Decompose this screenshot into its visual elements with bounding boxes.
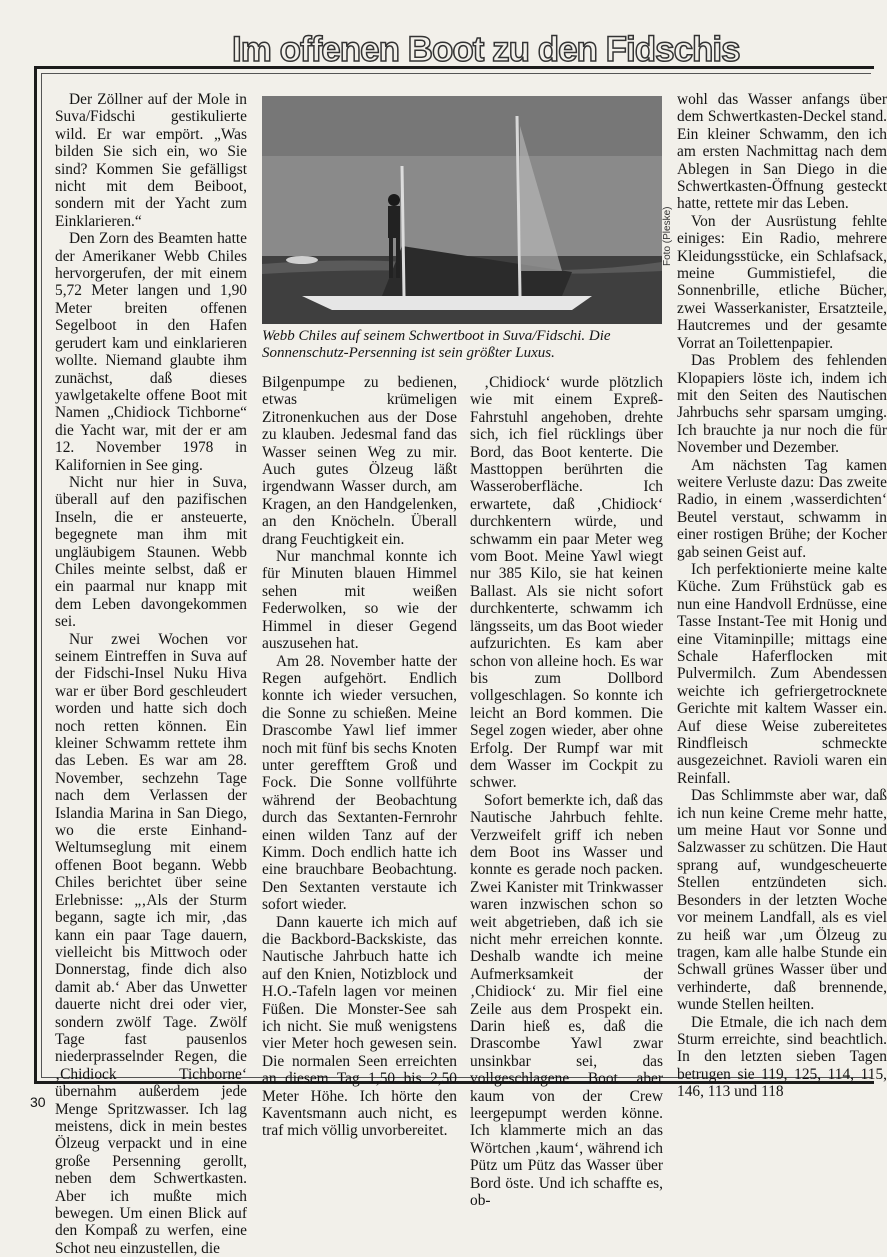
text-column-4	[677, 91, 887, 1101]
text-column-3	[470, 374, 663, 1210]
sailboat-image	[262, 96, 662, 324]
photo-caption: Webb Chiles auf seinem Schwertboot in Suva/Fidschi. Die Sonnenschutz-Persenning ist sein größter Luxus.	[262, 328, 611, 362]
paragraph: Nur zwei Wochen vor seinem Eintreffen in Suva auf der Fidschi-Insel Nuku Hiva war er über Bord geschleudert worden und hatte sich doch noch retten können. Ein kleiner Schwamm rettete ihm das Leben. Es war am 28. November, sechzehn Tage nach dem Verlassen der Islandia Marina in San Diego, wo die erste Einhand-Weltumseglung mit einem offenen Boot begann. Webb Chiles berichtet über seine Erlebnisse: „‚Als der Sturm begann, sagte ich mir, ‚das kann ein paar Tage dauern, vielleicht bis Mittwoch oder Donnerstag, finde dich also damit ab.‘ Aber das Unwetter dauerte nicht drei oder vier, sondern zwölf Tage. Zwölf Tage fast pausenlos niederprasselnder Regen, die ‚Chidiock Tichborne‘ übernahm außerdem jede Menge Spritzwasser. Ich lag meistens, dick in mein bestes Ölzeug verpackt und in eine große Persenning gerollt, neben dem Schwertkasten. Aber ich mußte mich bewegen. Um einen Blick auf den Kompaß zu werfen, eine Schot neu einzustellen, die	[55, 630, 247, 1257]
boat-photo	[262, 96, 662, 324]
paragraph: Nur manchmal konnte ich für Minuten blauen Himmel sehen mit weißen Federwolken, so wie der Himmel in dieser Gegend auszusehen hat.	[262, 548, 457, 653]
paragraph: Ich perfektionierte meine kalte Küche. Zum Frühstück gab es nun eine Handvoll Erdnüsse, eine Tasse Instant-Tee mit Honig und eine Vitaminpille; mittags eine Schale Haferflocken mit Pulvermilch. Zum Abendessen weichte ich gefriergetrocknete Gerichte mit kaltem Wasser ein. Auf diese Weise zubereitetes Rindfleisch schmeckte ausgezeichnet. Ravioli waren ein Reinfall.	[677, 560, 887, 787]
paragraph: Sofort bemerkte ich, daß das Nautische Jahrbuch fehlte. Verzweifelt griff ich neben dem Boot ins Wasser und konnte es gerade noch packen. Zwei Kanister mit Trinkwasser waren inzwischen schon so weit abgetrieben, daß ich sie nicht mehr erreichen konnte. Deshalb wandte ich meine Aufmerksamkeit der ‚Chidiock‘ zu. Mir fiel eine Zeile aus dem Prospekt ein. Darin hieß es, daß die Drascombe Yawl zwar unsinkbar sei, das vollgeschlagene Boot aber kaum von der Crew leergepumpt werden könne. Ich klammerte mich an das Wörtchen ‚kaum‘, während ich Pütz um Pütz das Wasser über Bord öste. Und ich schaffte es, ob-	[470, 791, 663, 1210]
paragraph: wohl das Wasser anfangs über dem Schwertkasten-Deckel stand. Ein kleiner Schwamm, den ich am ersten Nachmittag nach dem Ablegen in San Diego in die Schwertkasten-Öffnung gesteckt hatte, rettete mir das Leben.	[677, 91, 887, 213]
paragraph: Das Problem des fehlenden Klopapiers löste ich, indem ich mit den Seiten des Nautischen Jahrbuchs sehr sparsam umging. Ich brauchte ja nur noch die für November und Dezember.	[677, 352, 887, 457]
paragraph: ‚Chidiock‘ wurde plötzlich wie mit einem Expreß-Fahrstuhl angehoben, drehte sich, ich fiel rücklings über Bord, das Boot kenterte. Die Masttoppen berührten die Wasseroberfläche. Ich erwartete, daß ‚Chidiock‘ durchkentern würde, und schwamm ein paar Meter weg vom Boot. Meine Yawl wiegt nur 385 Kilo, sie hat keinen Ballast. Als sie nicht sofort durchkenterte, schwamm ich längsseits, um das Boot wieder aufzurichten. Es kam aber schon von alleine hoch. Es war bis zum Dollbord vollgeschlagen. So konnte ich leicht an Bord kommen. Die Segel zogen wieder, aber ohne Erfolg. Der Rumpf war mit dem Wasser im Cockpit zu schwer.	[470, 374, 663, 792]
text-column-1	[55, 91, 247, 1257]
paragraph: Der Zöllner auf der Mole in Suva/Fidschi gestikulierte wild. Er war empört. „Was bilden Sie sich ein, wo Sie sind? Kommen Sie gefälligst nicht mit dem Beiboot, sondern mit der Yacht zum Einklarieren.“	[55, 91, 247, 230]
page-number: 30	[30, 1094, 46, 1110]
paragraph: Am 28. November hatte der Regen aufgehört. Endlich konnte ich wieder versuchen, die Sonne zu schießen. Meine Drascombe Yawl lief immer noch mit fünf bis sechs Knoten unter gerefftem Groß und Fock. Die Sonne vollführte während der Beobachtung durch das Sextanten-Fernrohr einen wilden Tanz auf der Kimm. Doch endlich hatte ich eine brauchbare Beobachtung. Den Sextanten verstaute ich sofort wieder.	[262, 652, 457, 914]
paragraph: Den Zorn des Beamten hatte der Amerikaner Webb Chiles hervorgerufen, der mit einem 5,72 Meter langen und 1,90 Meter breiten offenen Segelboot in den Hafen gerudert kam und einklarieren wollte. Niemand glaubte ihm zunächst, daß dieses yawlgetakelte offene Boot mit Namen „Chidiock Tichborne“ die Yacht war, mit der er am 12. November 1978 in Kalifornien in See ging.	[55, 230, 247, 474]
paragraph: Von der Ausrüstung fehlte einiges: Ein Radio, mehrere Kleidungsstücke, ein Schlafsack, meine Gummistiefel, die Sonnenbrille, etliche Bücher, zwei Wasserkanister, Ersatzteile, Hautcremes und der gesamte Vorrat an Toilettenpapier.	[677, 212, 887, 352]
text-column-2	[262, 374, 457, 1140]
photo-credit: Foto (Pleske)	[662, 206, 673, 266]
headline: Im offenen Boot zu den Fidschis	[232, 30, 740, 69]
paragraph: Die Etmale, die ich nach dem Sturm erreichte, sind beachtlich. In den letzten sieben Tagen betrugen sie 119, 125, 114, 115, 146, 113 und 118	[677, 1013, 887, 1101]
paragraph: Dann kauerte ich mich auf die Backbord-Backskiste, das Nautische Jahrbuch hatte ich auf den Knien, Notizblock und H.O.-Tafeln lagen vor meinen Füßen. Die Monster-See sah ich nicht. Sie muß wenigstens vier Meter hoch gewesen sein. Die normalen Seen erreichten an diesem Tag 1,50 bis 2,50 Meter Höhe. Ich hörte den Kaventsmann auch nicht, es traf mich völlig unvorbereitet.	[262, 913, 457, 1140]
paragraph: Nicht nur hier in Suva, überall auf den pazifischen Inseln, die er ansteuerte, begegnete man ihm mit ungläubigem Staunen. Webb Chiles meinte selbst, daß er ein paarmal nur knapp mit dem Leben davongekommen sei.	[55, 473, 247, 631]
paragraph: Bilgenpumpe zu bedienen, etwas krümeligen Zitronenkuchen aus der Dose zu klauben. Jedesmal fand das Wasser seinen Weg zu mir. Auch gutes Ölzeug läßt irgendwann Wasser durch, am Kragen, an den Handgelenken, an den Knöcheln. Überall drang Feuchtigkeit ein.	[262, 374, 457, 548]
paragraph: Das Schlimmste aber war, daß ich nun keine Creme mehr hatte, um meine Haut vor Sonne und Salzwasser zu schützen. Die Haut sprang auf, wundgescheuerte Stellen entzündeten sich. Besonders in der letzten Woche vor meinem Landfall, als es viel zu heiß war ‚um Ölzeug zu tragen, kam alle halbe Stunde ein Schwall grünes Wasser über und verhinderte, daß brennende, wunde Stellen heilten.	[677, 787, 887, 1014]
paragraph: Am nächsten Tag kamen weitere Verluste dazu: Das zweite Radio, in einem ‚wasserdichten‘ Beutel verstaut, schwamm in einer rostigen Brühe; der Kocher gab seinen Geist auf.	[677, 456, 887, 561]
